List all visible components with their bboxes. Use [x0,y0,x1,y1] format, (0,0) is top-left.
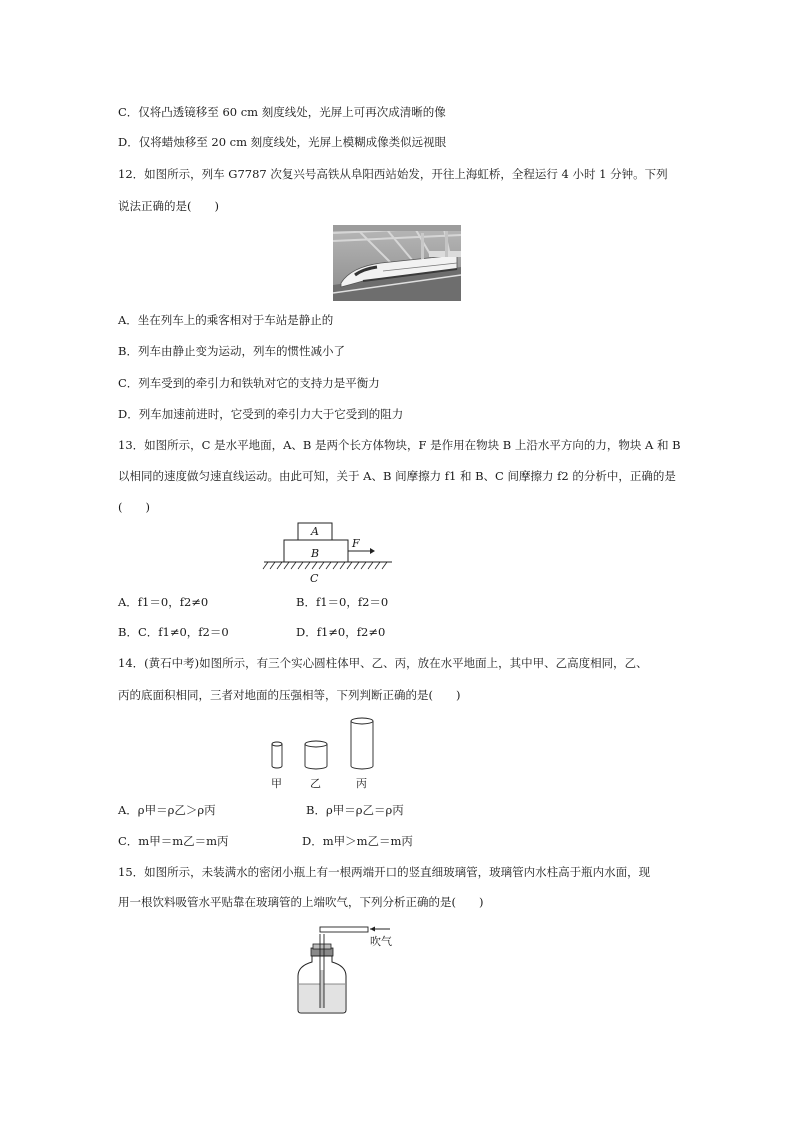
cylinder-jia-label: 甲 [271,777,282,790]
cylinder-bing-label: 丙 [356,777,367,790]
blow-label: 吹气 [370,935,392,948]
q13-stem-line1: 13．如图所示，C 是水平地面，A、B 是两个长方体物块，F 是作用在物块 B 上沿水平方向的力，物块 A 和 B [118,438,681,452]
q13-stem-line3: ( ) [118,500,150,514]
block-b-label: B [311,547,320,560]
q15-stem-line1: 15．如图所示，未装满水的密闭小瓶上有一根两端开口的竖直细玻璃管，玻璃管内水柱高于瓶内水面，现 [118,865,651,879]
q15-stem-line2: 用一根饮料吸管水平贴靠在玻璃管的上端吹气，下列分析正确的是( ) [118,895,484,909]
q14-option-a: A．ρ甲＝ρ乙＞ρ丙 [118,803,216,817]
q14-stem-line2: 丙的底面积相同，三者对地面的压强相等，下列判断正确的是( ) [118,688,461,702]
q14-option-c: C．m甲＝m乙＝m丙 [118,834,229,848]
q12-stem-line2: 说法正确的是( ) [118,199,219,213]
q14-option-d: D．m甲＞m乙＝m丙 [302,834,413,848]
q13-option-c: B．C．f1≠0，f2＝0 [118,625,229,639]
q11-option-c: C．仅将凸透镜移至 60 cm 刻度线处，光屏上可再次成清晰的像 [118,105,446,119]
q14-stem-line1: 14．(黄石中考)如图所示，有三个实心圆柱体甲、乙、丙，放在水平地面上，其中甲、乙高度相同，乙、 [118,656,648,670]
q13-stem-line2: 以相同的速度做匀速直线运动。由此可知，关于 A、B 间摩擦力 f1 和 B、C 间摩擦力 f2 的分析中，正确的是 [118,469,676,483]
block-a-label: A [311,525,319,538]
q12-option-c: C．列车受到的牵引力和铁轨对它的支持力是平衡力 [118,376,380,390]
q12-option-d: D．列车加速前进时，它受到的牵引力大于它受到的阻力 [118,407,404,421]
q11-option-d: D．仅将蜡烛移至 20 cm 刻度线处，光屏上模糊成像类似远视眼 [118,135,447,149]
q12-stem-line1: 12．如图所示，列车 G7787 次复兴号高铁从阜阳西站始发，开往上海虹桥，全程运行 4 小时 1 分钟。下列 [118,167,668,181]
force-f-label: F [352,537,360,550]
ground-c-label: C [310,572,319,585]
q13-option-a: A．f1＝0，f2≠0 [118,595,209,609]
q13-option-b: B．f1＝0，f2＝0 [296,595,389,609]
cylinder-yi-label: 乙 [310,777,321,790]
train-photo [333,225,461,301]
q12-option-a: A．坐在列车上的乘客相对于车站是静止的 [118,313,334,327]
q14-option-b: B．ρ甲＝ρ乙＝ρ丙 [306,803,404,817]
blocks-diagram [262,520,402,586]
q12-option-b: B．列车由静止变为运动，列车的惯性减小了 [118,344,345,358]
bottle-diagram [290,920,420,1016]
cylinders-diagram [262,715,382,791]
q13-option-d: D．f1≠0，f2≠0 [296,625,386,639]
